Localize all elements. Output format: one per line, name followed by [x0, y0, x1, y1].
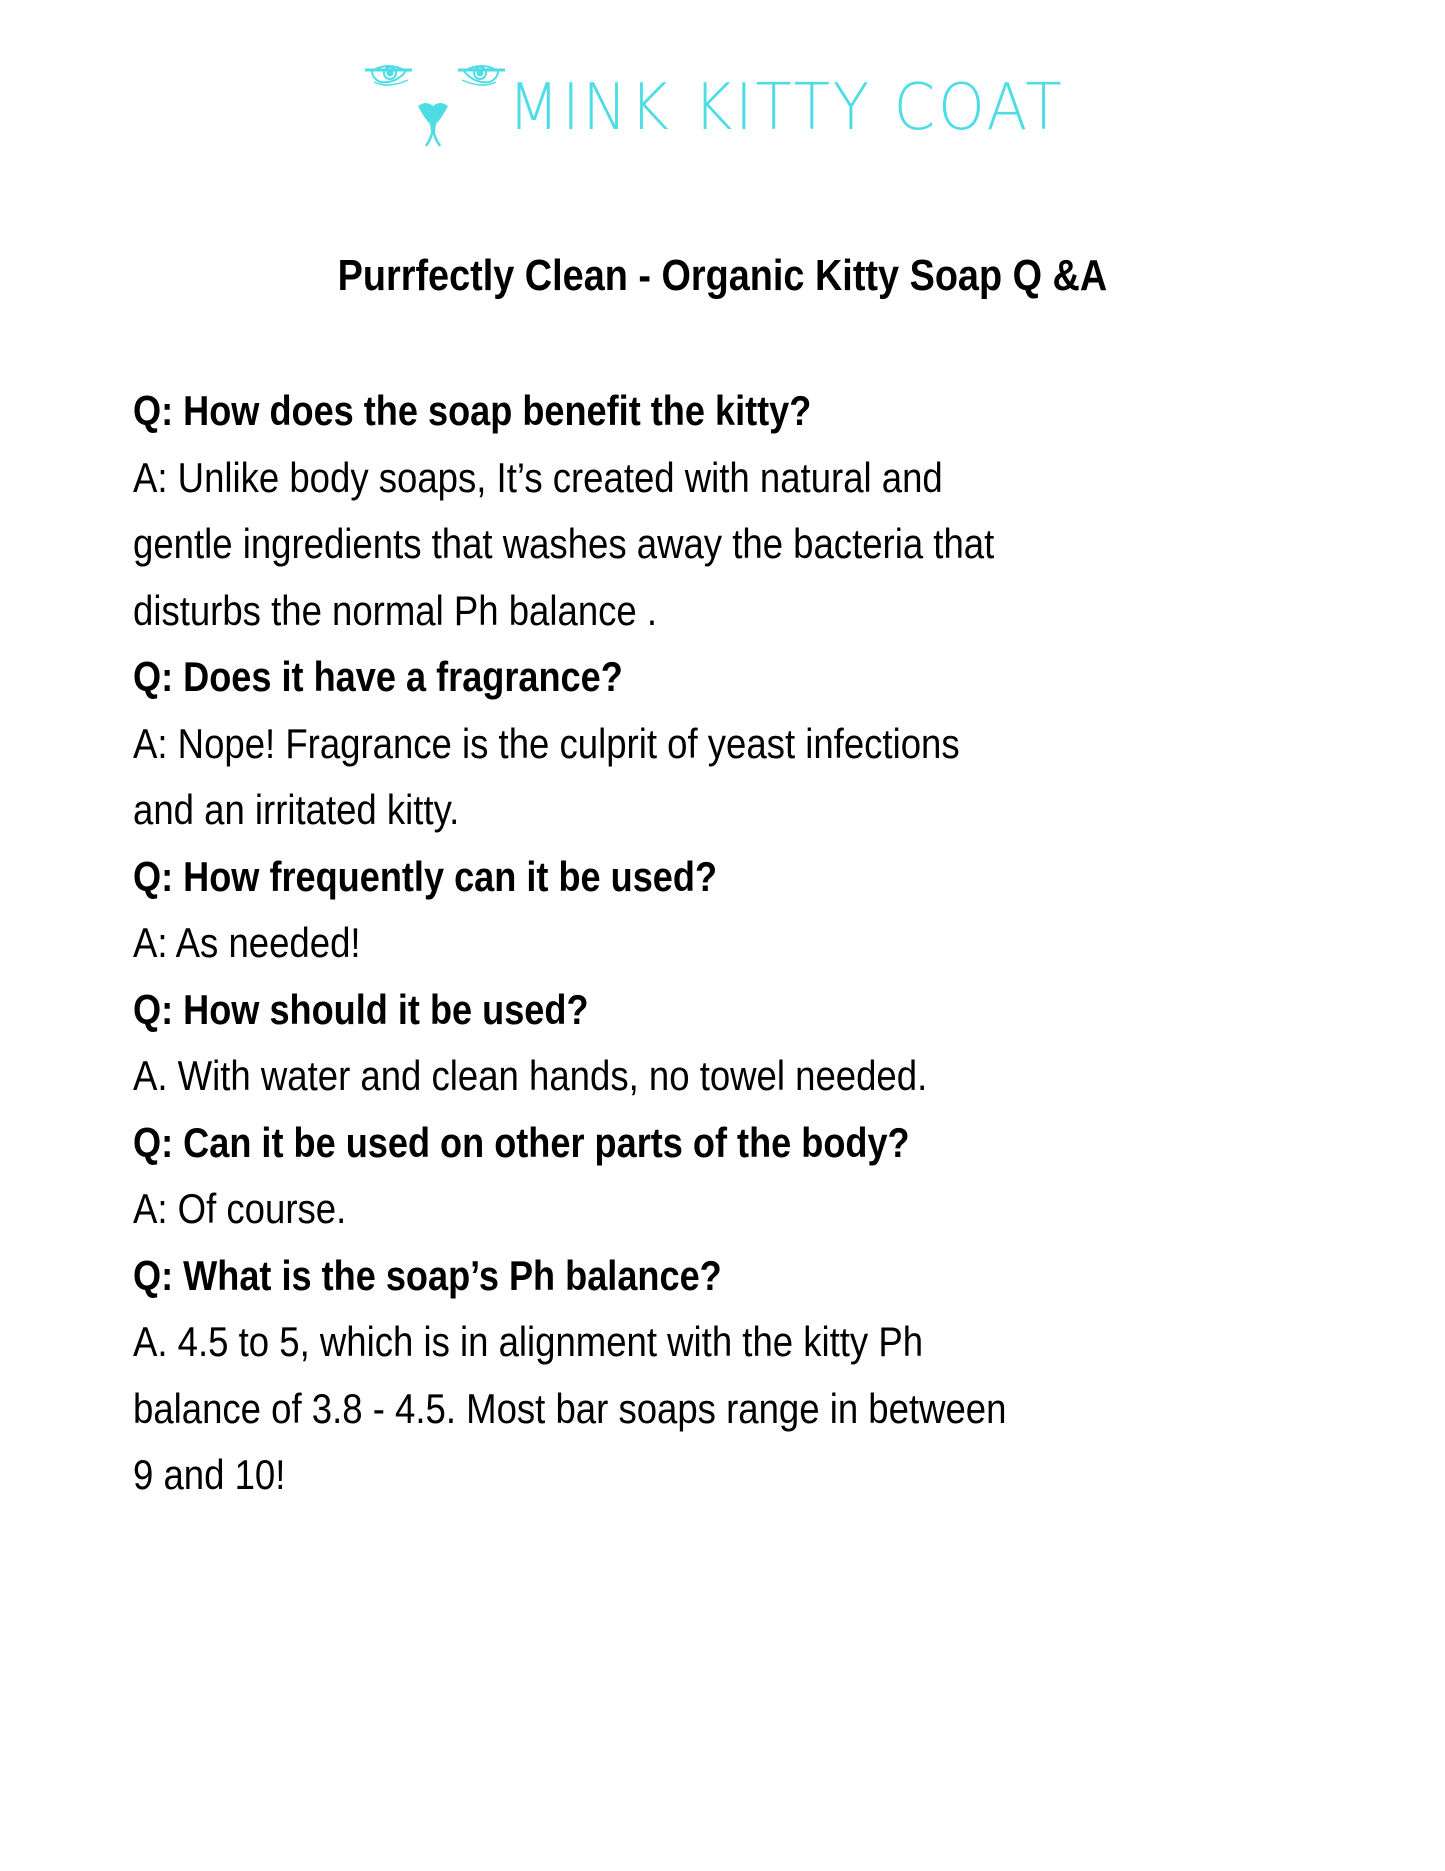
brand-logo — [360, 62, 1100, 152]
answer-1-line-2: gentle ingredients that washes away the bacteria that — [133, 520, 995, 567]
answer-1-line-1: A: Unlike body soaps, It’s created with natural and — [133, 453, 943, 501]
answer-6-line-1: A. 4.5 to 5, which is in alignment with the kitty Ph — [133, 1318, 924, 1365]
question-5: Q: Can it be used on other parts of the body? — [133, 1118, 910, 1166]
answer-3-line-1: A: As needed! — [133, 919, 361, 966]
question-6: Q: What is the soap’s Ph balance? — [133, 1251, 722, 1299]
answer-2-line-2: and an irritated kitty. — [133, 786, 460, 833]
qa-list — [133, 378, 1333, 1509]
answer-4-line-1: A. With water and clean hands, no towel needed. — [133, 1052, 928, 1099]
brand-name: MINK KITTY COAT — [508, 71, 1065, 145]
answer-5-line-1: A: Of course. — [133, 1185, 347, 1232]
answer-6-line-3: 9 and 10! — [133, 1451, 286, 1498]
question-2: Q: Does it have a fragrance? — [133, 653, 623, 700]
question-3: Q: How frequently can it be used? — [133, 852, 718, 900]
cat-face-logo-icon — [360, 62, 510, 152]
answer-6-line-2: balance of 3.8 - 4.5. Most bar soaps range in between — [133, 1384, 1007, 1432]
answer-2-line-1: A: Nope! Fragrance is the culprit of yeast infections — [133, 719, 960, 767]
answer-1-line-3: disturbs the normal Ph balance . — [133, 586, 658, 634]
question-1: Q: How does the soap benefit the kitty? — [133, 387, 812, 434]
question-4: Q: How should it be used? — [133, 985, 589, 1033]
page-title: Purrfectly Clean - Organic Kitty Soap Q &A — [337, 251, 1108, 300]
